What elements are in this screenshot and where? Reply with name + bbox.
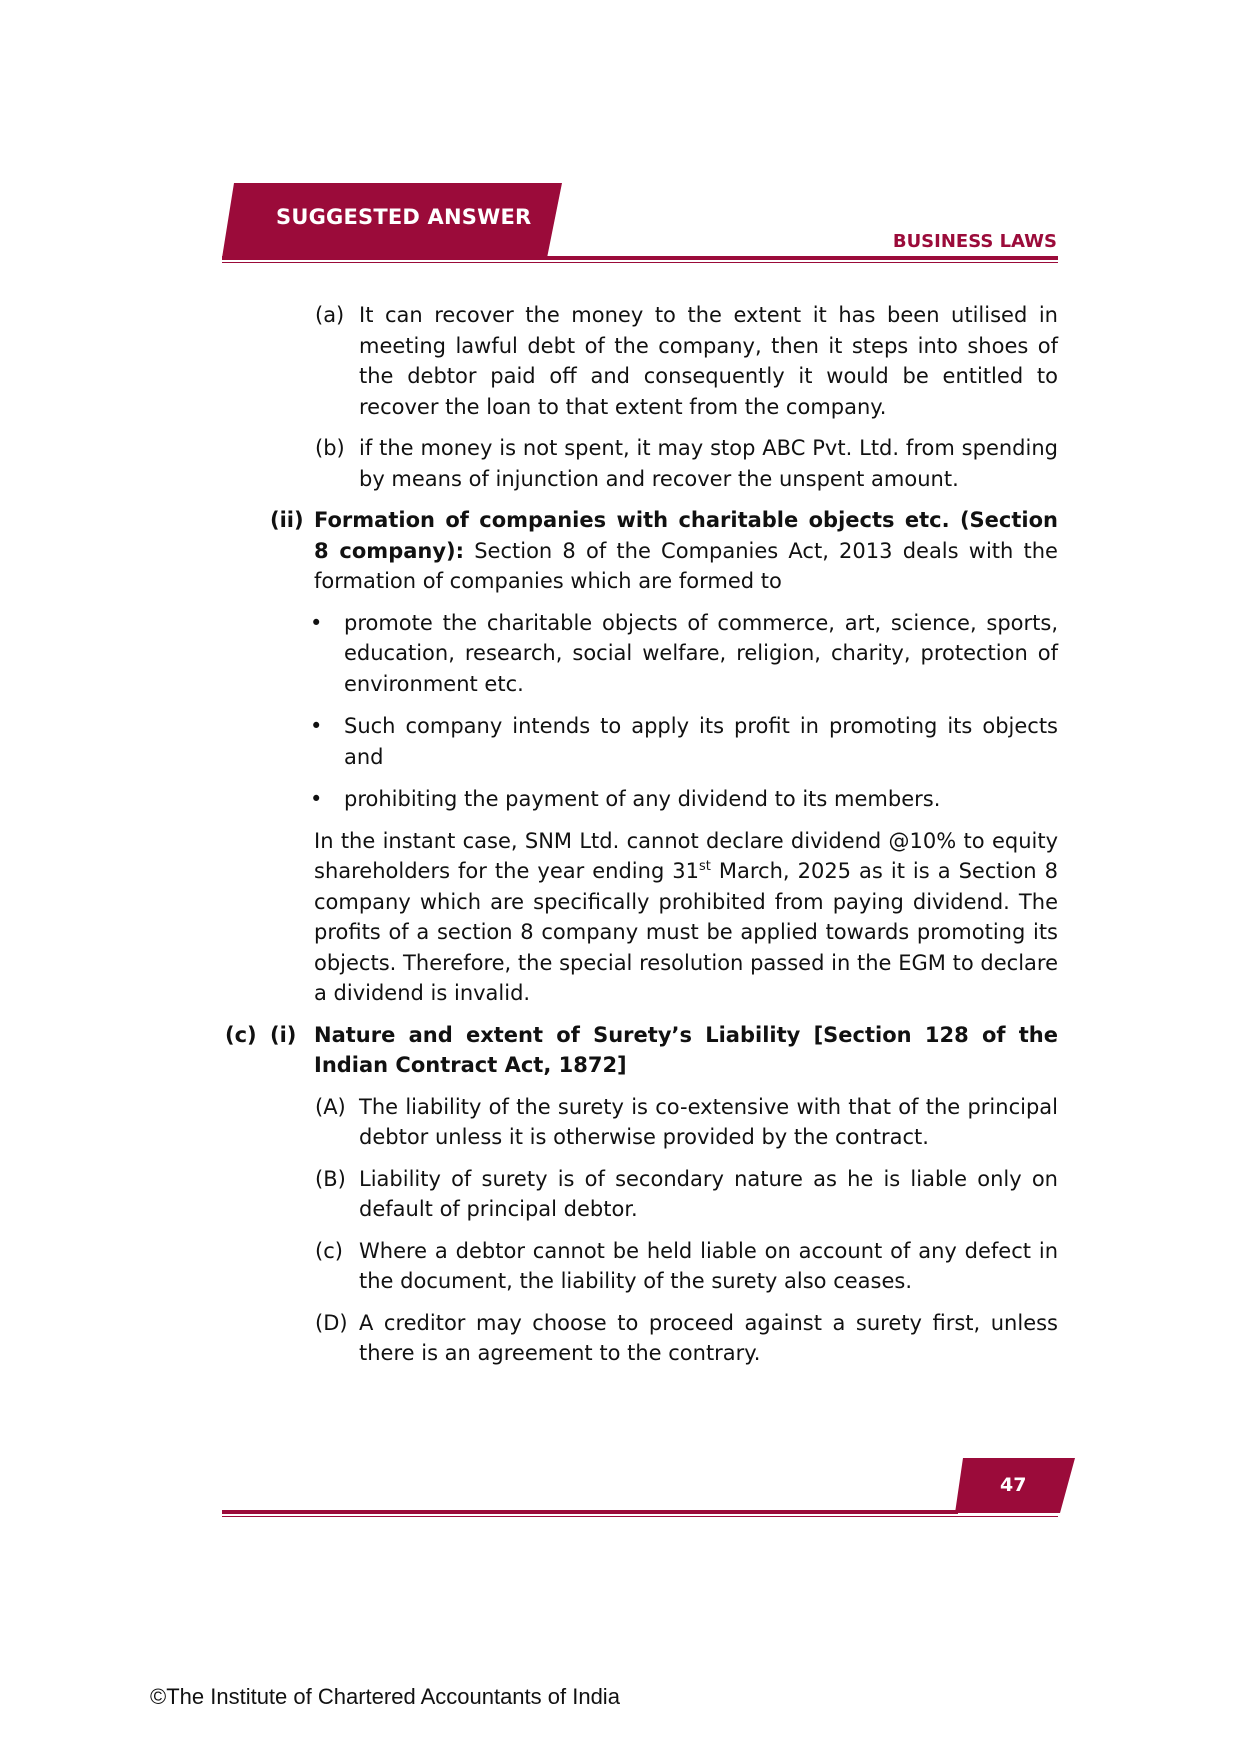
list-item [222,1092,1058,1153]
item-label: (b) [315,436,345,460]
section-label-c: (c) [225,1022,257,1047]
section-heading: Formation of companies with charitable objects etc. (Section 8 company): [314,508,1058,563]
section-intro: Section 8 of the Companies Act, 2013 deals with the formation of companies which are formed to [314,538,1058,593]
bullet-text: Such company intends to apply its profit in promoting its objects and [344,714,1058,769]
item-label: (D) [315,1310,348,1335]
footer-rule-thin [222,1516,1058,1517]
section-ii [222,505,1058,597]
header-rule [222,256,1058,260]
header-rule-thin [222,262,1058,263]
item-label: (A) [315,1094,346,1119]
list-item [222,433,1058,494]
item-label: (a) [315,303,345,327]
bullet-icon: • [310,610,323,635]
item-text: It can recover the money to the extent it has been utilised in meeting lawful debt of the company, then it steps into shoes of the debtor paid off and consequently it would be entitled to recover the loan to that extent from the company. [359,303,1058,419]
section-label-i: (i) [270,1022,297,1047]
copyright-text: ©The Institute of Chartered Accountants of India [150,1684,620,1709]
bullet-item [222,784,1058,815]
list-item [222,1308,1058,1369]
bullet-item [222,608,1058,700]
item-text: A creditor may choose to proceed against a surety first, unless there is an agreement to the contrary. [359,1310,1058,1365]
item-text: The liability of the surety is co-extensive with that of the principal debtor unless it is otherwise provided by the contract. [359,1094,1058,1149]
page-number: 47 [1000,1474,1027,1496]
list-item [222,1164,1058,1225]
footer-rule [222,1510,958,1514]
section-c [222,1020,1058,1081]
bullet-text: prohibiting the payment of any dividend to its members. [344,787,941,811]
subject-title: BUSINESS LAWS [892,231,1057,252]
item-label: (c) [315,1238,343,1263]
item-text: Liability of surety is of secondary nature as he is liable only on default of principal debtor. [359,1166,1058,1221]
conclusion-part2: March, 2025 as it is a Section 8 company which are specifically prohibited from paying dividend. The profits of a section 8 company must be applied towards promoting its objects. Therefore, the special resolution passed in the EGM to declare a dividend is invalid. [314,859,1058,1005]
item-label: (B) [315,1166,346,1191]
item-text: Where a debtor cannot be held liable on account of any defect in the document, the liability of the surety also ceases. [359,1238,1058,1293]
ordinal-suffix: st [699,859,711,874]
bullet-text: promote the charitable objects of commerce, art, science, sports, education, research, social welfare, religion, charity, protection of environment etc. [344,610,1058,696]
bullet-icon: • [310,787,323,811]
list-item [222,300,1058,422]
conclusion-paragraph [222,826,1058,1009]
bullet-icon: • [310,714,323,738]
page-content [222,300,1058,1380]
list-item [222,1236,1058,1297]
header-tab-label: SUGGESTED ANSWER [276,205,532,229]
section-label: (ii) [270,508,304,532]
bullet-item [222,711,1058,772]
section-heading: Nature and extent of Surety’s Liability [Section 128 of the Indian Contract Act, 1872] [314,1022,1058,1077]
conclusion-part1: In the instant case, SNM Ltd. cannot declare dividend @10% to equity shareholders for the year ending 31 [314,828,1058,883]
item-text: if the money is not spent, it may stop ABC Pvt. Ltd. from spending by means of injunction and recover the unspent amount. [359,436,1058,491]
